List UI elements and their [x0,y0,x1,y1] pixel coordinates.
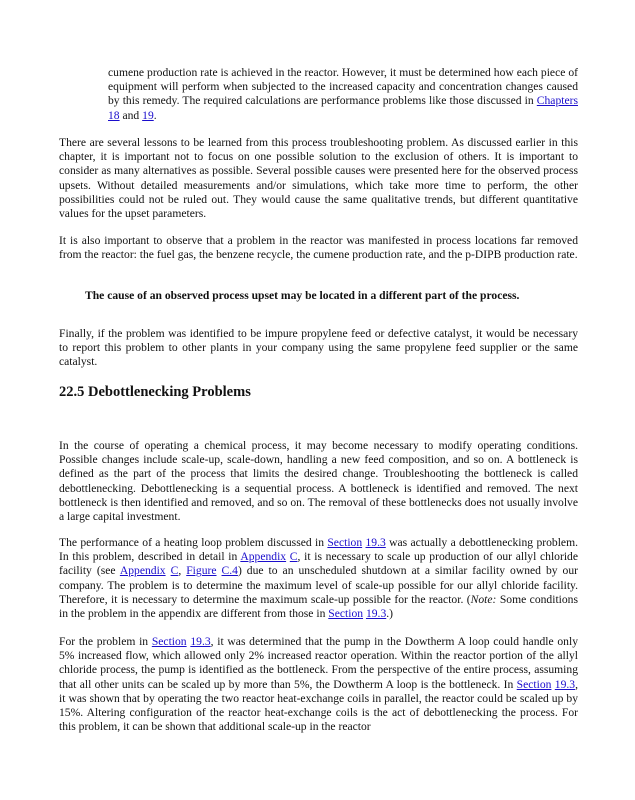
link-section[interactable]: Section [516,677,552,691]
link-chapter-18[interactable]: 18 [108,108,120,122]
link-section-19-3[interactable]: 19.3 [365,536,386,549]
link-section-19-3[interactable]: 19.3 [365,607,387,621]
note-label: Note: [470,592,497,606]
link-section[interactable]: Section [328,607,364,621]
link-section-19-3[interactable]: 19.3 [190,635,211,648]
link-section-19-3[interactable]: 19.3 [554,677,576,691]
link-figure-c4[interactable]: C.4 [221,564,238,578]
link-section[interactable]: Section [327,536,363,549]
paragraph-reactor-problem: It is also important to observe that a problem in the reactor was manifested in process locations far removed from the reactor: the fuel gas, the benzene recycle, the cumene production rate, and the p-DIPB production rate. [59,234,578,262]
callout-principle: The cause of an observed process upset may be located in a different part of the process. [85,289,520,302]
link-appendix-c[interactable]: C [289,550,298,564]
paragraph-dowtherm: For the problem in Section 19.3, it was determined that the pump in the Dowtherm A loop could handle only 5% increased flow, which allowed only 2% increased reactor operation. Within the reactor portion of the allyl chloride process, the pump is identified as the bottleneck. From the perspective of the entire process, assuming that all other units can be scaled up by more than 5%, the Dowtherm A loop is the bottleneck. In Section 19.3, it was shown that by operating the two reactor heat-exchange coils in parallel, the reactor could be scaled up by 15%. Altering configuration of the reactor heat-exchange coils is the act of debottlenecking the process. For this problem, it can be shown that additional scale-up in the reactor [59,635,578,734]
link-section[interactable]: Section [151,635,187,648]
link-chapter-19[interactable]: 19 [142,108,154,122]
link-figure[interactable]: Figure [186,564,217,578]
paragraph-lessons: There are several lessons to be learned from this process troubleshooting problem. As discussed earlier in this chapter, it is important not to focus on one possible solution to the exclusion of others. It is important to consider as many alternatives as possible. Several possible causes were presented here for the observed process upsets. Without detailed measurements and/or simulations, which take more time to perform, the other possibilities could not be ruled out. They would cause the same qualitative trends, but different quantitative values for the upset parameters. [59,136,578,221]
paragraph-debottlenecking-intro: In the course of operating a chemical process, it may become necessary to modify operating conditions. Possible changes include scale-up, scale-down, handling a new feed composition, and so on. A bottleneck is defined as the part of the process that limits the desired change. Troubleshooting the bottleneck is called debottlenecking. Debottlenecking is a sequential process. A bottleneck is identified and removed. The next bottleneck is then identified and removed, and so on. The removal of these bottlenecks does not usually involve a large capital investment. [59,439,578,524]
paragraph-cumene-remedy: cumene production rate is achieved in the reactor. However, it must be determined how each piece of equipment will perform when subjected to the increased capacity and concentration changes caused by this remedy. The required calculations are performance problems like those discussed in Chapters 18 and 19. [108,66,578,122]
paragraph-finally: Finally, if the problem was identified to be impure propylene feed or defective catalyst, it would be necessary to report this problem to other plants in your company using the same propylene feed supplier or the same catalyst. [59,327,578,369]
link-appendix-c[interactable]: C [170,564,179,578]
section-heading: 22.5 Debottlenecking Problems [59,384,251,400]
paragraph-heating-loop: The performance of a heating loop problem discussed in Section 19.3 was actually a debottlenecking problem. In this problem, described in detail in Appendix C, it is necessary to scale up production of our allyl chloride facility (see Appendix C, Figure C.4) due to an unscheduled shutdown at a similar facility owned by our company. The problem is to determine the maximum level of scale-up possible for our allyl chloride facility. Therefore, it is necessary to determine the maximum scale-up possible for the reactor. (Note: Some conditions in the problem in the appendix are different from those in Section 19.3.) [59,536,579,621]
link-appendix[interactable]: Appendix [240,550,287,564]
link-chapters[interactable]: Chapters [536,94,578,108]
link-appendix[interactable]: Appendix [119,564,166,578]
